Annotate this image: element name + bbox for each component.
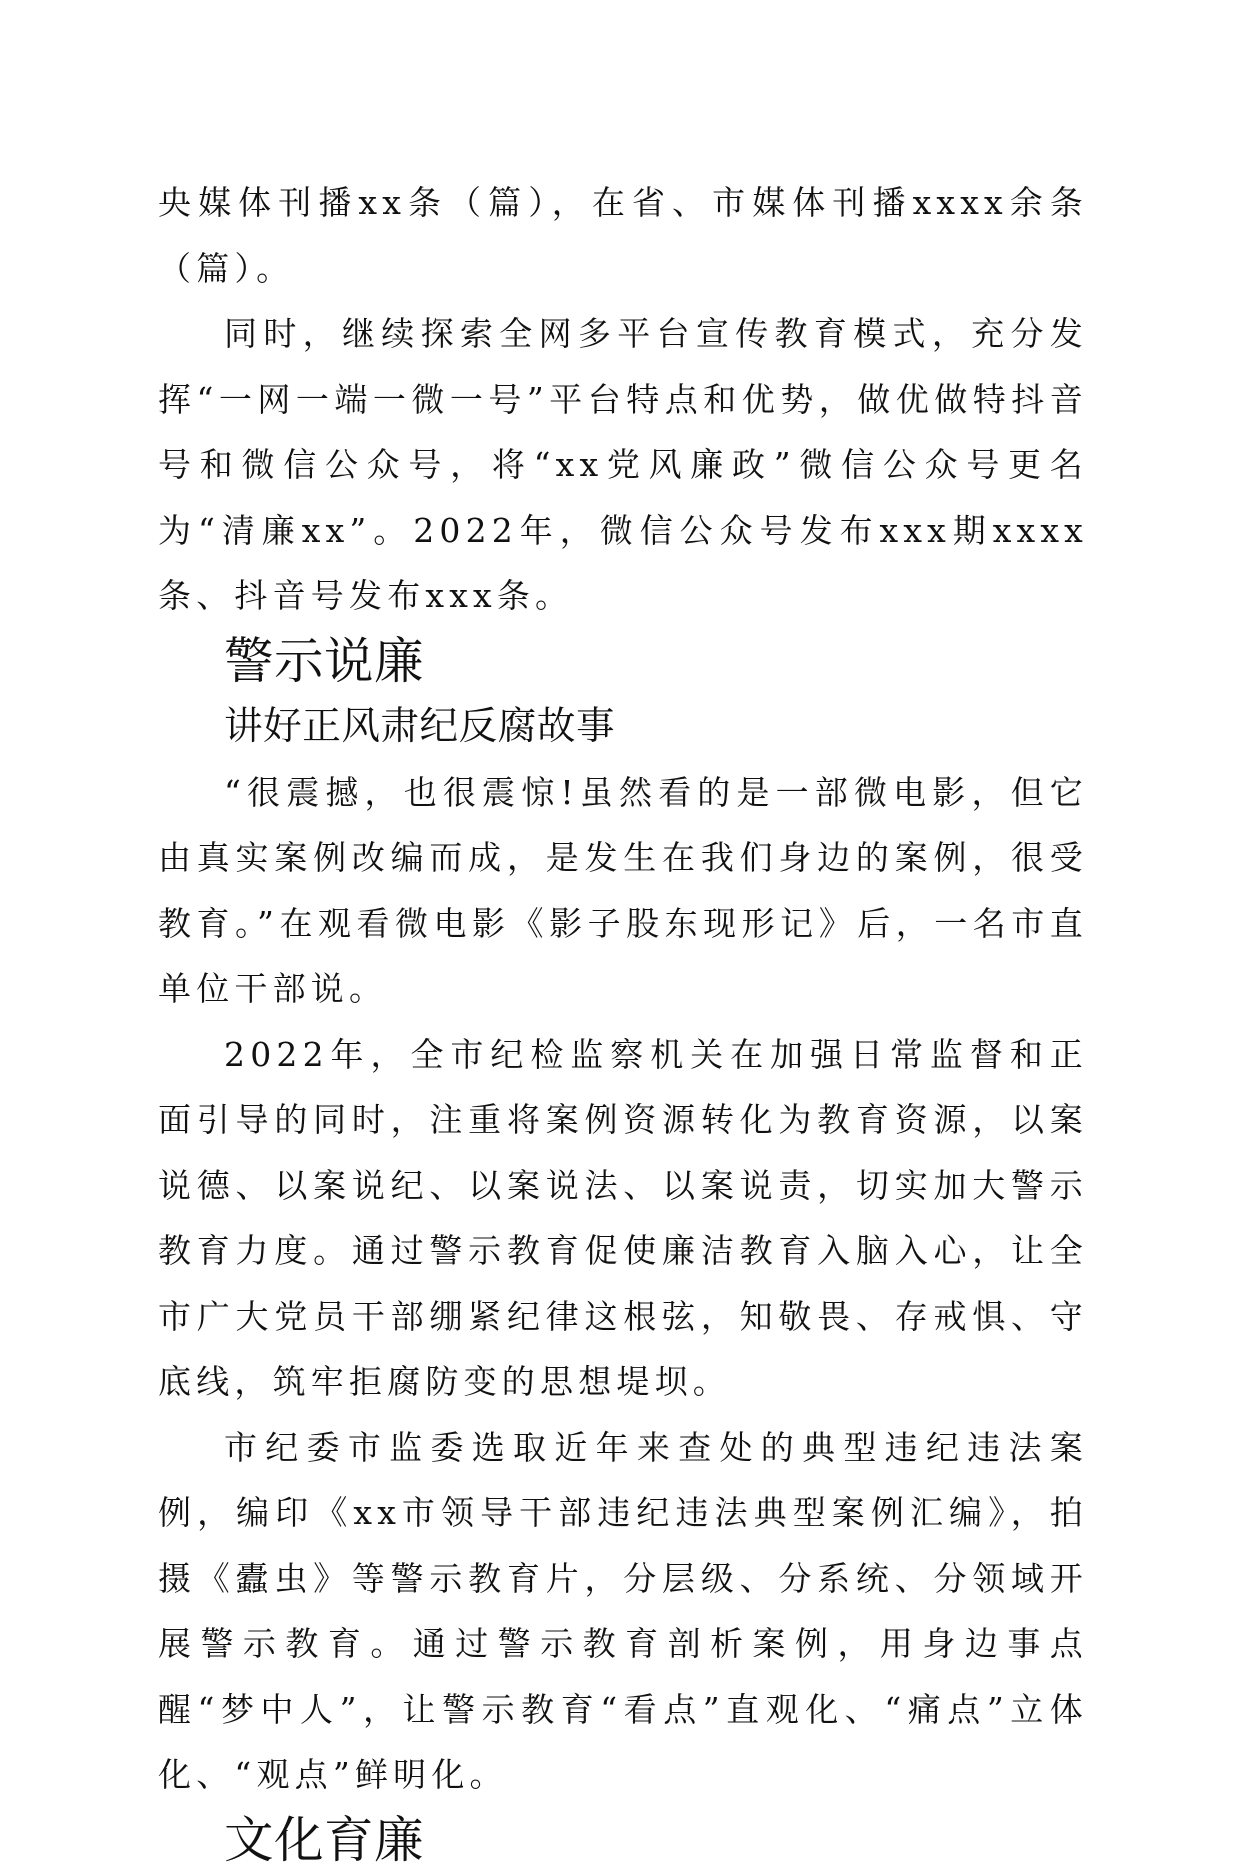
section-heading-warning: 警示说廉 — [158, 629, 1088, 695]
paragraph-case-education: 2022年，全市纪检监察机关在加强日常监督和正面引导的同时，注重将案例资源转化为教育资源，以案说德、以案说纪、以案说法、以案说责，切实加大警示教育力度。通过警示教育促使廉洁教育入脑入心，让全市广大党员干部绷紧纪律这根弦，知敬畏、存戒惧、守底线，筑牢拒腐防变的思想堤坝。 — [158, 1022, 1088, 1415]
paragraph-online-platforms: 同时，继续探索全网多平台宣传教育模式，充分发挥“一网一端一微一号”平台特点和优势，做优做特抖音号和微信公众号，将“xx党风廉政”微信公众号更名为“清廉xx”。2022年，微信公众号发布xxx期xxxx条、抖音号发布xxx条。 — [158, 301, 1088, 629]
document-body — [158, 170, 1088, 1873]
subheading-anticorruption-stories: 讲好正风肃纪反腐故事 — [158, 694, 1088, 760]
section-heading-culture: 文化育廉 — [158, 1808, 1088, 1873]
paragraph-micro-film-quote: “很震撼，也很震惊!虽然看的是一部微电影，但它由真实案例改编而成，是发生在我们身边的案例，很受教育。”在观看微电影《影子股东现形记》后，一名市直单位干部说。 — [158, 760, 1088, 1022]
paragraph-media-summary: 央媒体刊播xx条（篇），在省、市媒体刊播xxxx余条（篇）。 — [158, 170, 1088, 301]
paragraph-typical-cases: 市纪委市监委选取近年来查处的典型违纪违法案例，编印《xx市领导干部违纪违法典型案例汇编》，拍摄《蠹虫》等警示教育片，分层级、分系统、分领域开展警示教育。通过警示教育剖析案例，用身边事点醒“梦中人”，让警示教育“看点”直观化、“痛点”立体化、“观点”鲜明化。 — [158, 1415, 1088, 1808]
